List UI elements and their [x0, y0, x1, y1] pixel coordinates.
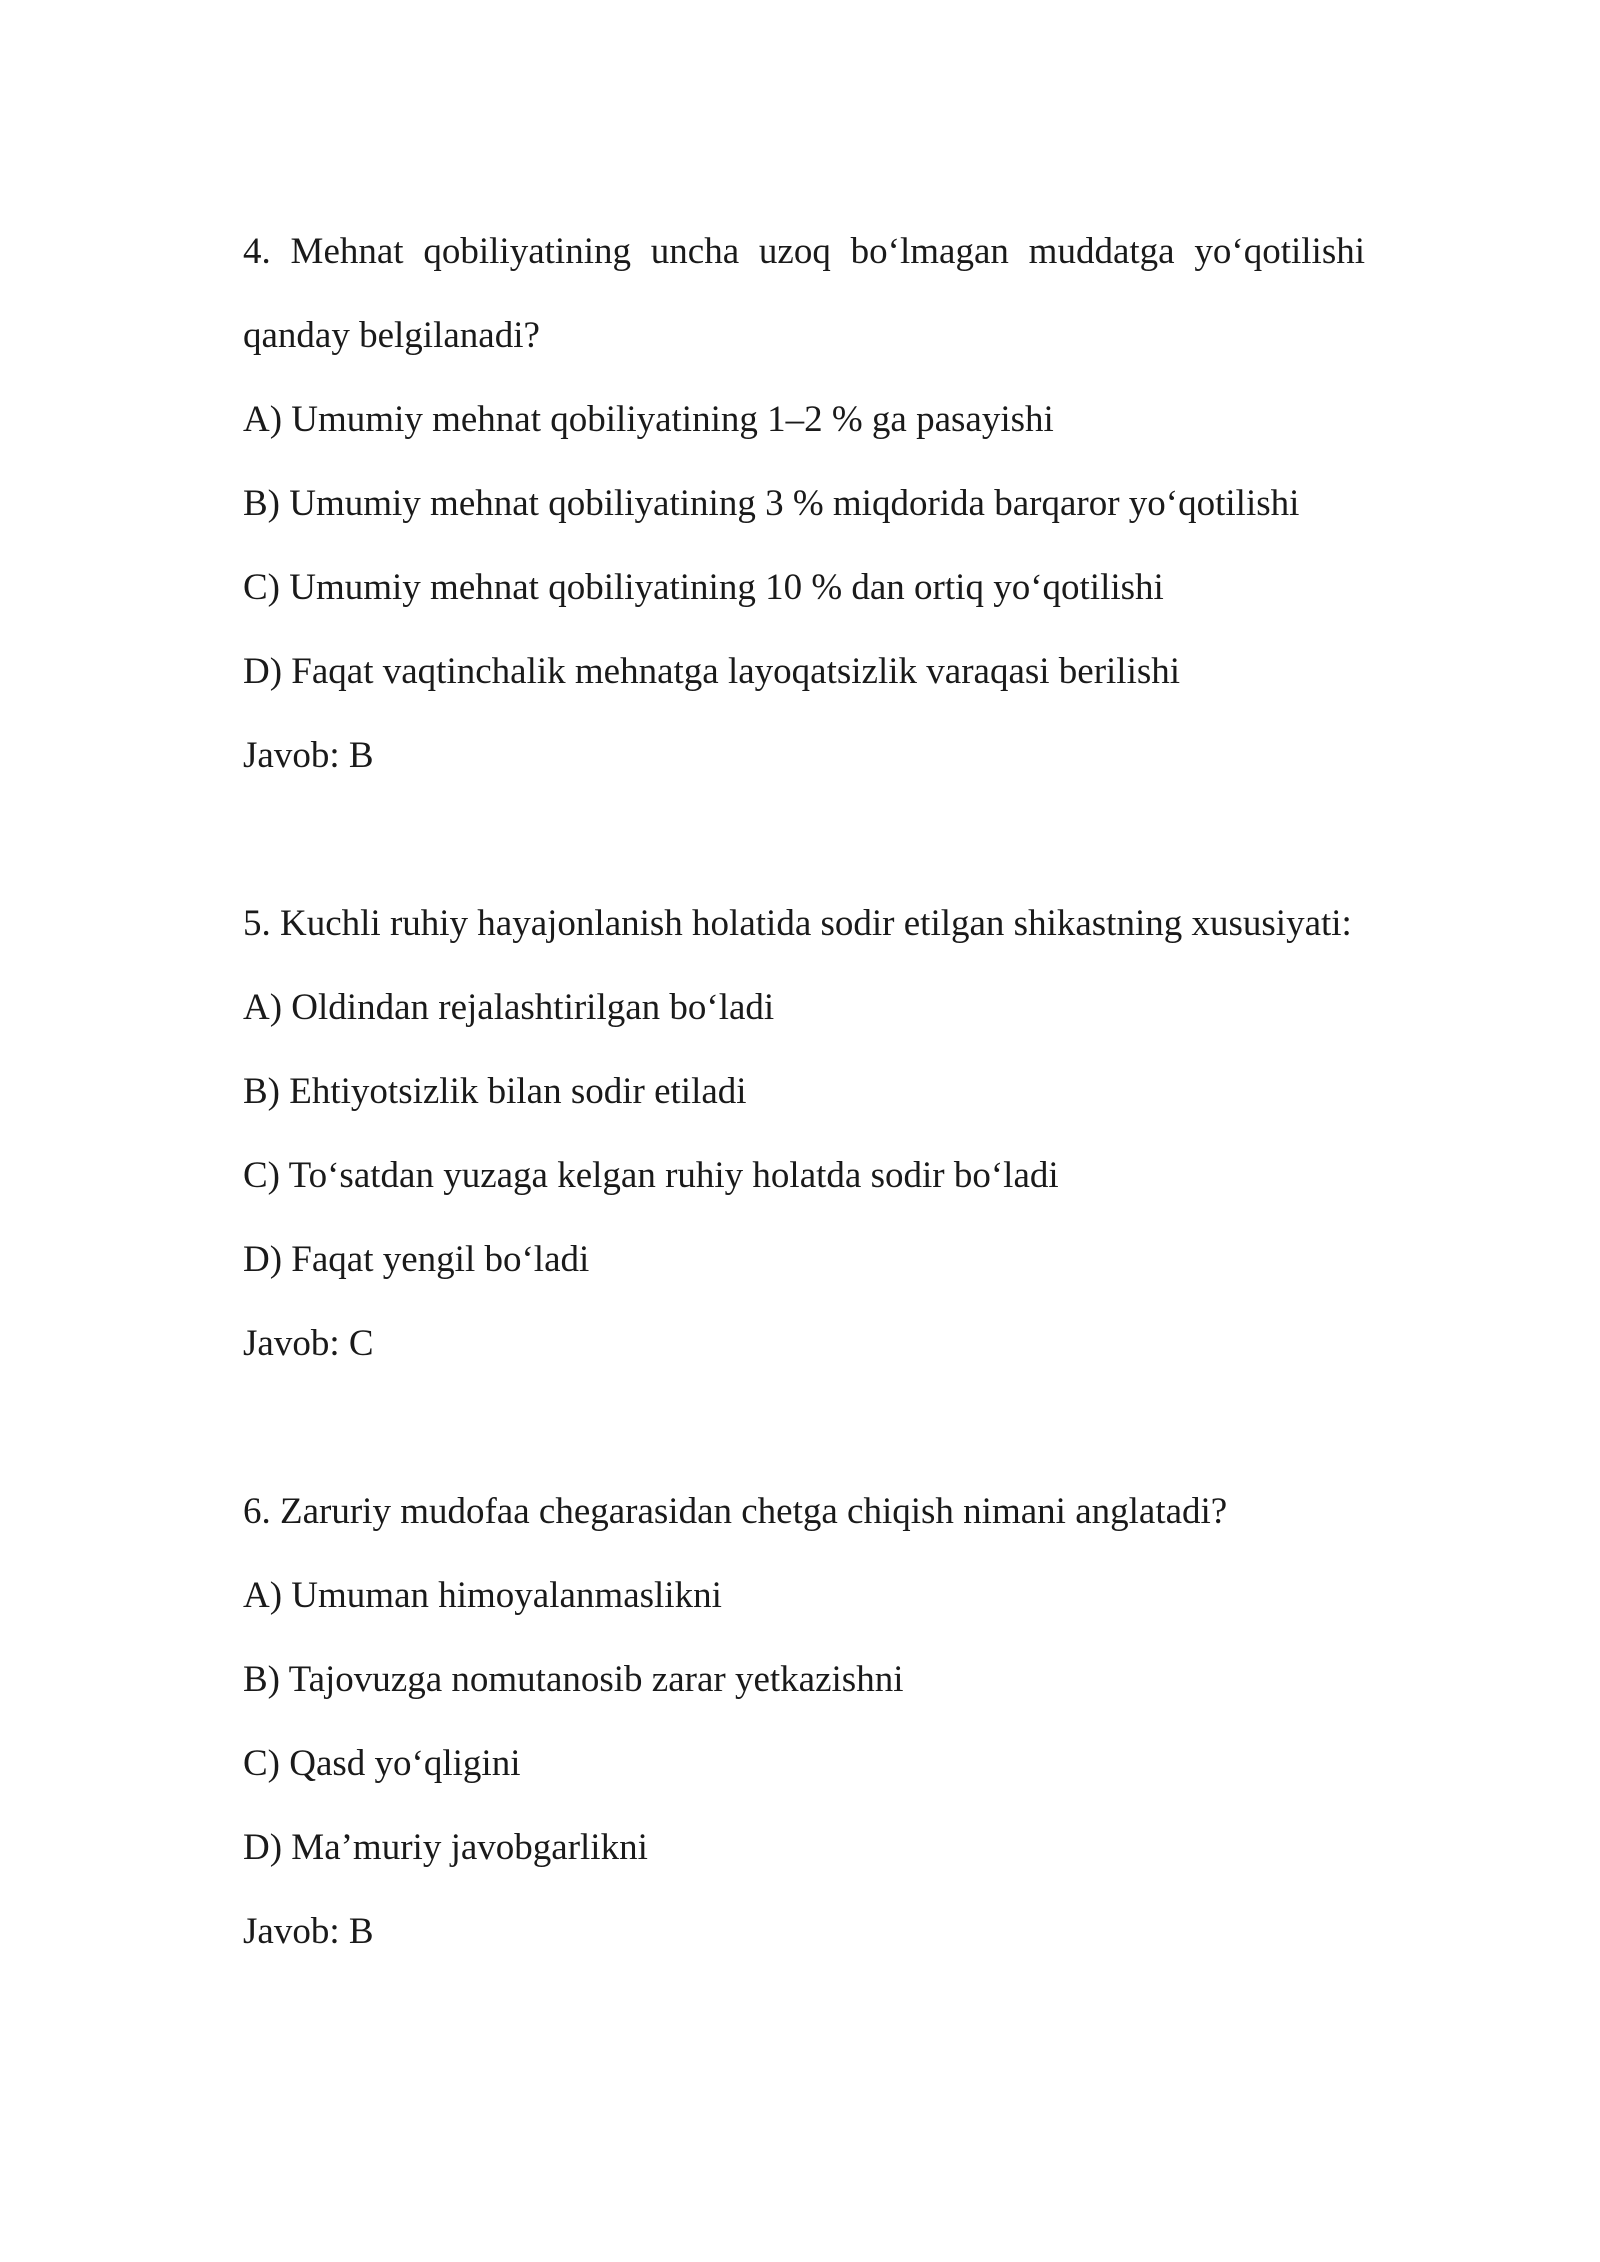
spacer	[243, 798, 1365, 882]
option-d: D) Faqat vaqtinchalik mehnatga layoqatsizlik varaqasi berilishi	[243, 651, 1181, 692]
document-page	[243, 210, 1365, 1974]
option-c: C) Qasd yo‘qligini	[243, 1743, 521, 1784]
question-4	[243, 210, 1365, 798]
option-d: D) Ma’muriy javobgarlikni	[243, 1827, 648, 1868]
question-prompt: 6. Zaruriy mudofaa chegarasidan chetga chiqish nimani anglatadi?	[243, 1491, 1228, 1532]
question-6	[243, 1470, 1365, 1974]
option-b: B) Tajovuzga nomutanosib zarar yetkazishni	[243, 1659, 904, 1700]
question-prompt: 5. Kuchli ruhiy hayajonlanish holatida sodir etilgan shikastning xususiyati:	[243, 903, 1352, 944]
option-b: B) Umumiy mehnat qobiliyatining 3 % miqdorida barqaror yo‘qotilishi	[243, 483, 1300, 524]
option-d: D) Faqat yengil bo‘ladi	[243, 1239, 590, 1280]
option-a: A) Umumiy mehnat qobiliyatining 1–2 % ga pasayishi	[243, 399, 1054, 440]
answer-line: Javob: B	[243, 1911, 374, 1952]
question-prompt: 4. Mehnat qobiliyatining uncha uzoq bo‘lmagan muddatga yo‘qotilishi qanday belgilanadi?	[243, 231, 1365, 356]
question-5	[243, 882, 1365, 1386]
answer-line: Javob: B	[243, 735, 374, 776]
option-b: B) Ehtiyotsizlik bilan sodir etiladi	[243, 1071, 747, 1112]
option-c: C) To‘satdan yuzaga kelgan ruhiy holatda sodir bo‘ladi	[243, 1155, 1059, 1196]
option-a: A) Oldindan rejalashtirilgan bo‘ladi	[243, 987, 775, 1028]
option-c: C) Umumiy mehnat qobiliyatining 10 % dan ortiq yo‘qotilishi	[243, 567, 1164, 608]
spacer	[243, 1386, 1365, 1470]
answer-line: Javob: C	[243, 1323, 374, 1364]
option-a: A) Umuman himoyalanmaslikni	[243, 1575, 722, 1616]
